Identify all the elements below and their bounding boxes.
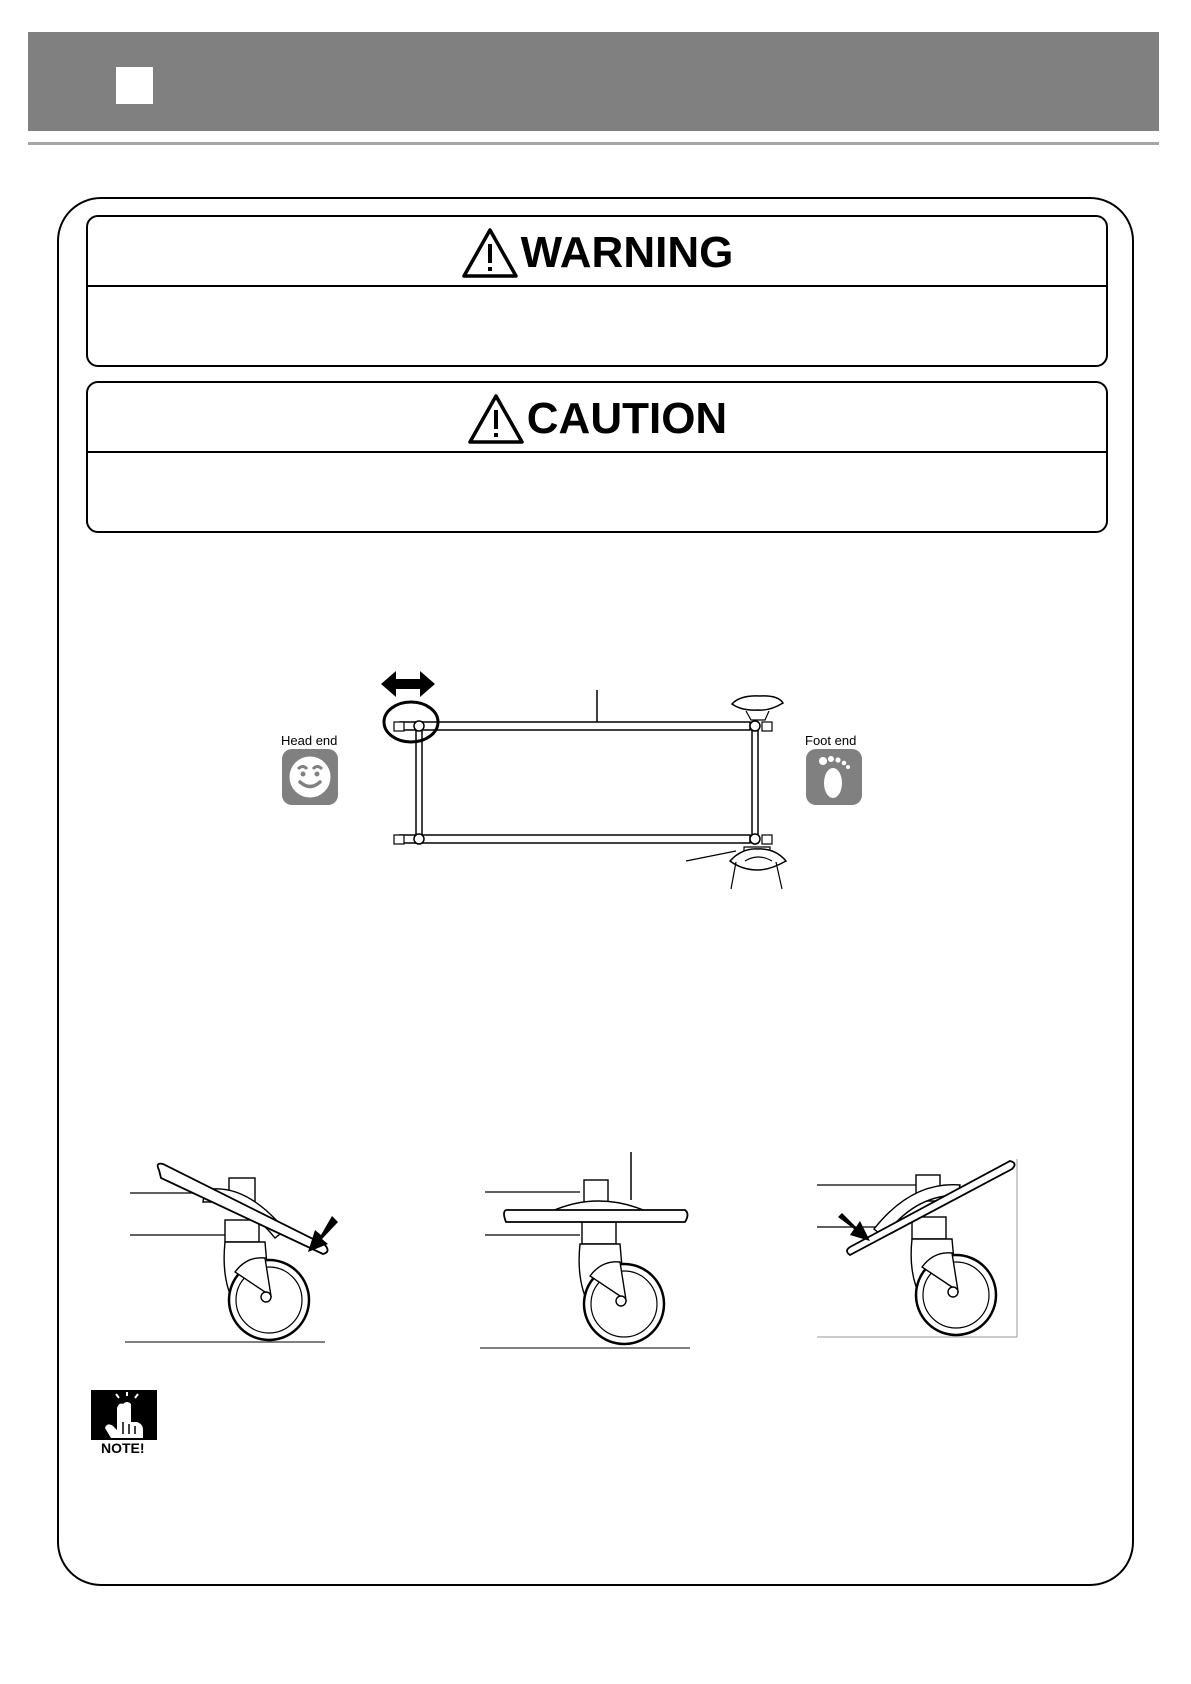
section-number-box bbox=[116, 67, 153, 104]
caster-pedal-steer-icon bbox=[812, 1155, 1027, 1345]
caution-title: CAUTION bbox=[526, 394, 728, 443]
footprint-icon bbox=[806, 749, 862, 805]
caution-header bbox=[88, 383, 1106, 453]
warning-header bbox=[88, 217, 1106, 287]
caution-triangle-icon bbox=[467, 393, 525, 445]
foot-end-label: Foot end bbox=[805, 733, 857, 748]
caution-box bbox=[86, 381, 1108, 533]
caster-pedal-neutral-icon bbox=[480, 1152, 695, 1352]
note-label: NOTE! bbox=[101, 1440, 145, 1456]
header-divider bbox=[28, 142, 1159, 145]
warning-title: WARNING bbox=[520, 228, 734, 277]
pointing-hand-icon bbox=[89, 1388, 159, 1458]
smiley-face-icon bbox=[282, 749, 338, 805]
bed-frame-diagram bbox=[370, 665, 810, 890]
double-arrow-icon bbox=[381, 671, 435, 697]
warning-triangle-icon bbox=[461, 227, 519, 279]
caster-pedal-locked-icon bbox=[125, 1160, 340, 1350]
warning-box bbox=[86, 215, 1108, 367]
head-end-label: Head end bbox=[281, 733, 338, 748]
section-header-bar bbox=[28, 32, 1159, 131]
